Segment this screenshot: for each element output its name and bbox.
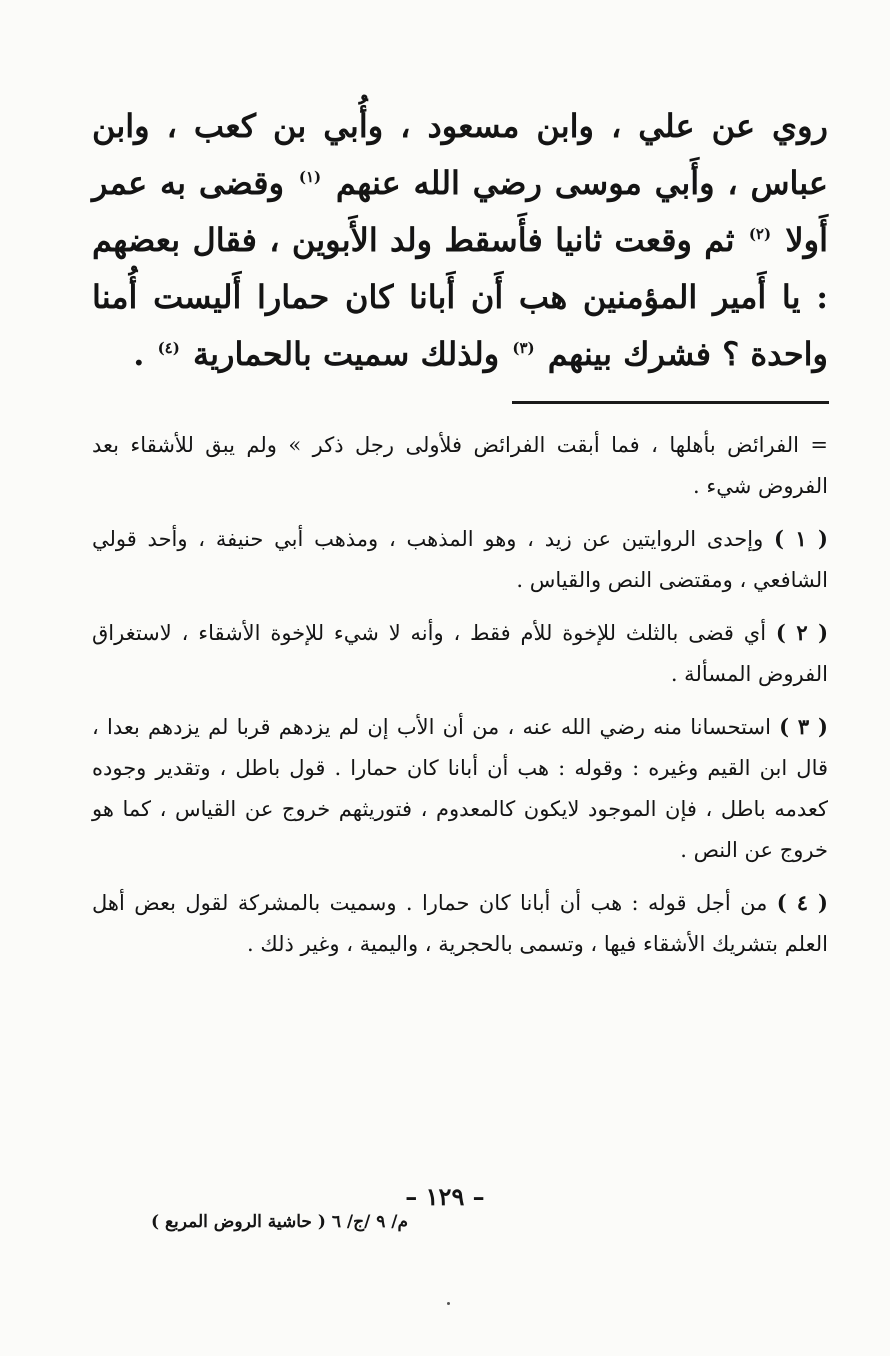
footnote-continuation bbox=[92, 425, 828, 507]
footnote-ref-2[interactable]: (٢) bbox=[748, 225, 772, 244]
main-text-part: وقضى به عمر أَولا bbox=[92, 164, 828, 259]
page-number: – ١٢٩ – bbox=[405, 1182, 485, 1211]
footnotes bbox=[92, 425, 828, 976]
main-text-part: ثم وقعت ثانيا فأَسقط ولد الأَبوين ، فقال بعضهم : يا أَمير المؤمنين هب أَن أَبانا كان حمارا أَليست أُمنا واحدة ؟ فشرك بينهم bbox=[92, 221, 828, 373]
footnote-number: ( ٣ ) bbox=[779, 714, 828, 739]
footnote-text: = الفرائض بأهلها ، فما أبقت الفرائض فلأولى رجل ذكر » ولم يبق للأشقاء بعد الفروض شيء . bbox=[92, 433, 828, 498]
footnote-number: ( ١ ) bbox=[774, 526, 828, 551]
paper-speck bbox=[447, 1302, 450, 1305]
footnote-ref-3[interactable]: (٣) bbox=[512, 339, 535, 358]
footnote-text: وإحدى الروايتين عن زيد ، وهو المذهب ، ومذهب أبي حنيفة ، وأحد قولي الشافعي ، ومقتضى النص والقياس . bbox=[92, 527, 828, 592]
printer-signature: م/ ٩ /ج/ ٦ ( حاشية الروض المربع ) bbox=[151, 1212, 408, 1232]
footnote-3 bbox=[92, 706, 828, 871]
main-text-part: روي عن علي ، وابن مسعود ، وأُبي بن كعب ، وابن عباس ، وأَبي موسى رضي الله عنهم bbox=[92, 107, 829, 202]
footnote-ref-4[interactable]: (٤) bbox=[157, 339, 180, 358]
footnote-number: ( ٢ ) bbox=[775, 620, 829, 645]
footnote-2 bbox=[92, 612, 828, 695]
main-text-part: ولذلك سميت بالحمارية bbox=[192, 335, 500, 373]
footnote-text: استحسانا منه رضي الله عنه ، من أن الأب إن لم يزدهم قربا لم يزدهم بعدا ، قال ابن القيم وغيره : وقوله : هب أن أبانا كان حمارا . قول باطل ، وتقدير وجوده كعدمه باطل ، فإن الموجود لايكون كالمعدوم ، فتوريثهم خروج عن القياس ، كما هو خروج عن النص . bbox=[92, 715, 828, 862]
main-paragraph bbox=[92, 98, 828, 383]
footnote-ref-1[interactable]: (١) bbox=[298, 168, 322, 187]
footnote-text: من أجل قوله : هب أن أبانا كان حمارا . وسميت بالمشركة لقول بعض أهل العلم بتشريك الأشقاء فيها ، وتسمى بالحجرية ، واليمية ، وغير ذلك . bbox=[92, 891, 828, 956]
main-text-part: . bbox=[133, 335, 145, 373]
footnote-1 bbox=[92, 518, 828, 601]
footnote-separator bbox=[512, 401, 829, 404]
main-text bbox=[92, 98, 828, 383]
footnote-4 bbox=[92, 882, 828, 965]
footnote-number: ( ٤ ) bbox=[776, 890, 828, 915]
footnote-text: أي قضى بالثلث للإخوة للأم فقط ، وأنه لا شيء للإخوة الأشقاء ، لاستغراق الفروض المسألة . bbox=[92, 621, 828, 686]
